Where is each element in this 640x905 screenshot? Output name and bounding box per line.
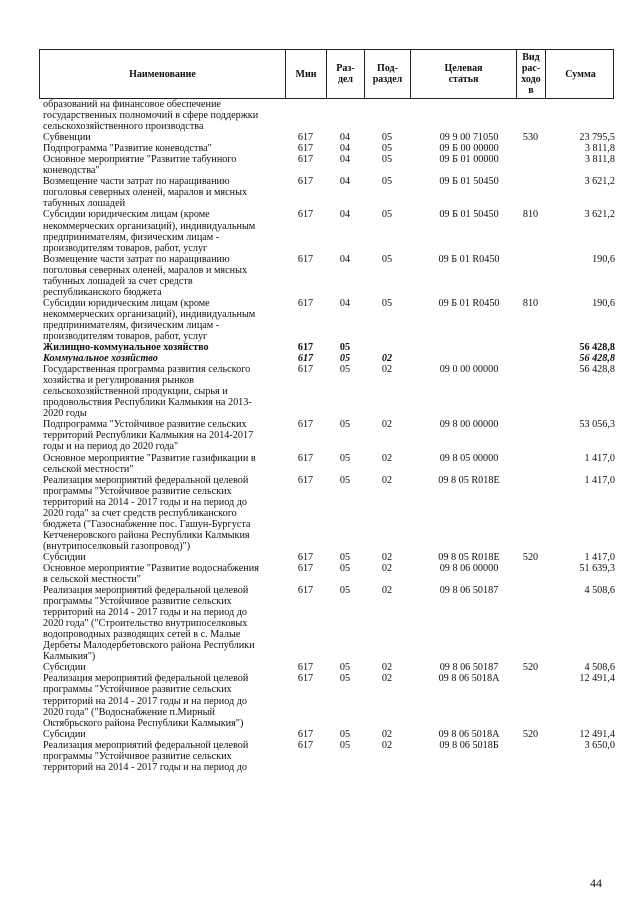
cell-summa: 3 811,8 (584, 143, 615, 155)
table-row (40, 563, 615, 585)
cell-razdel: 04 (339, 132, 351, 144)
cell-podrazdel: 05 (381, 209, 393, 221)
cell-summa (545, 99, 615, 132)
cell-razdel: 05 (339, 474, 351, 486)
cell-celevaya-statya: 09 8 05 00000 (439, 452, 499, 464)
cell-name: Субсидии юридическим лицам (кроме некоммерческих организаций), индивидуальным предпринимателям, физическим лицам - производителям товаров, работ, услуг (43, 297, 256, 342)
cell-summa: 51 639,3 (579, 562, 615, 574)
cell-summa: 1 417,0 (584, 452, 615, 464)
cell-name: Основное мероприятие "Развитие табунного коневодства" (43, 154, 237, 177)
table-row (40, 209, 615, 253)
header-summa: Сумма (545, 50, 615, 98)
cell-min: 617 (297, 739, 314, 751)
cell-celevaya-statya: 09 Б 01 00000 (439, 154, 499, 166)
cell-summa: 12 491,4 (579, 728, 615, 740)
cell-podrazdel: 02 (381, 562, 393, 574)
cell-min: 617 (297, 353, 314, 365)
cell-name: Коммунальное хозяйство (43, 353, 158, 365)
cell-min: 617 (297, 154, 314, 166)
cell-vid-rashodov: 520 (522, 728, 539, 740)
cell-podrazdel: 05 (381, 143, 393, 155)
cell-min: 617 (297, 673, 314, 685)
cell-min: 617 (297, 585, 314, 597)
cell-razdel: 04 (339, 176, 351, 188)
cell-min: 617 (297, 253, 314, 265)
table-row (40, 475, 615, 552)
table-header (39, 49, 614, 99)
cell-razdel: 05 (339, 342, 351, 354)
cell-celevaya-statya (410, 342, 516, 353)
cell-vid-rashodov: 810 (522, 209, 539, 221)
cell-vid-rashodov (516, 673, 545, 728)
cell-podrazdel: 05 (381, 132, 393, 144)
cell-podrazdel: 02 (381, 419, 393, 431)
cell-celevaya-statya: 09 8 06 50187 (439, 585, 499, 597)
cell-name: Жилищно-коммунальное хозяйство (43, 342, 209, 354)
cell-summa: 3 621,2 (584, 209, 615, 221)
cell-razdel: 04 (339, 297, 351, 309)
table-row (40, 364, 615, 419)
cell-name: Реализация мероприятий федеральной целевой программы "Устойчивое развитие сельских территорий на 2014 - 2017 годы и на период до (43, 739, 249, 773)
cell-celevaya-statya: 09 8 06 5018А (438, 673, 500, 685)
cell-vid-rashodov (516, 254, 545, 298)
cell-vid-rashodov (516, 176, 545, 209)
page-number: 44 (590, 876, 602, 890)
cell-razdel: 05 (339, 585, 351, 597)
cell-vid-rashodov (516, 419, 545, 452)
cell-podrazdel: 05 (381, 297, 393, 309)
cell-razdel: 05 (339, 353, 351, 365)
table-row (40, 176, 615, 209)
cell-name: Субсидии (43, 662, 86, 674)
header-celevaya-statya: Целевая статья (410, 50, 516, 98)
cell-min: 617 (297, 364, 314, 376)
cell-name: Реализация мероприятий федеральной целевой программы "Устойчивое развитие сельских территорий на 2014 - 2017 годы и на период до 2020 года" ("Водоснабжение п.Мирный Октябрьского района Республики Калмыкия") (43, 673, 249, 729)
cell-podrazdel: 02 (381, 739, 393, 751)
cell-celevaya-statya: 09 8 05 R018E (438, 551, 500, 563)
cell-min: 617 (297, 562, 314, 574)
cell-razdel: 05 (339, 452, 351, 464)
cell-name: Возмещение части затрат по наращиванию поголовья северных оленей, маралов и мясных табунных лошадей (43, 176, 248, 210)
cell-name: Субвенции (43, 132, 91, 144)
cell-name: Субсидии (43, 728, 86, 740)
cell-summa: 56 428,8 (579, 353, 615, 365)
cell-summa: 23 795,5 (579, 132, 615, 144)
table-row (40, 662, 615, 673)
header-vid-rashodov: Вид рас- ходо в (516, 50, 545, 98)
cell-name: Реализация мероприятий федеральной целевой программы "Устойчивое развитие сельских территорий на 2014 - 2017 годы и на период до 2020 года" за счет средств республиканского бюджета ("Газоснабжение пос. Гашун-Бургуста Кетченеровского района Республики Калмыкия (внутрипоселковый газопровод)") (43, 474, 251, 552)
cell-name: Основное мероприятие "Развитие водоснабжения в сельской местности" (43, 562, 259, 586)
header-razdel: Раз- дел (326, 50, 364, 98)
cell-celevaya-statya: 09 8 05 R018E (438, 474, 500, 486)
table-row (40, 673, 615, 728)
cell-podrazdel: 02 (381, 662, 393, 674)
cell-vid-rashodov (516, 453, 545, 475)
cell-summa: 3 811,8 (584, 154, 615, 166)
cell-celevaya-statya: 09 9 00 71050 (439, 132, 499, 144)
cell-vid-rashodov (516, 353, 545, 364)
cell-podrazdel: 05 (381, 253, 393, 265)
cell-razdel: 05 (339, 419, 351, 431)
cell-min: 617 (297, 143, 314, 155)
cell-min: 617 (297, 419, 314, 431)
cell-celevaya-statya: 09 Б 01 R0450 (438, 253, 500, 265)
table-row (40, 552, 615, 563)
table-row (40, 585, 615, 662)
cell-name: Основное мероприятие "Развитие газификации в сельской местности" (43, 452, 256, 475)
cell-summa: 12 491,4 (579, 673, 615, 685)
cell-celevaya-statya: 09 8 06 5018Б (439, 739, 499, 751)
cell-summa: 190,6 (592, 297, 615, 309)
cell-name: Субсидии юридическим лицам (кроме некоммерческих организаций), индивидуальным предпринимателям, физическим лицам - производителям товаров, работ, услуг (43, 209, 256, 254)
cell-min: 617 (297, 176, 314, 188)
cell-celevaya-statya (410, 99, 516, 132)
cell-name: образований на финансовое обеспечение государственных полномочий в сфере поддержки сельскохозяйственного производства (43, 99, 259, 133)
cell-podrazdel (364, 99, 410, 132)
cell-min: 617 (297, 474, 314, 486)
table-body (40, 99, 615, 773)
cell-vid-rashodov: 520 (522, 551, 539, 563)
cell-min: 617 (297, 342, 314, 354)
cell-razdel: 05 (339, 728, 351, 740)
table-row (40, 254, 615, 298)
cell-razdel: 04 (339, 209, 351, 221)
cell-razdel: 04 (339, 154, 351, 166)
table-row (40, 154, 615, 176)
cell-vid-rashodov (516, 143, 545, 154)
cell-min: 617 (297, 662, 314, 674)
header-podrazdel: Под- раздел (364, 50, 410, 98)
cell-summa: 3 621,2 (584, 176, 615, 188)
table-row (40, 298, 615, 342)
cell-vid-rashodov: 520 (522, 662, 539, 674)
cell-celevaya-statya: 09 Б 01 50450 (439, 209, 499, 221)
table-row (40, 729, 615, 740)
cell-celevaya-statya: 09 8 06 00000 (439, 562, 499, 574)
cell-razdel: 05 (339, 551, 351, 563)
cell-vid-rashodov (516, 99, 545, 132)
cell-razdel (326, 99, 364, 132)
cell-summa: 4 508,6 (584, 585, 615, 597)
cell-celevaya-statya: 09 Б 01 R0450 (438, 297, 500, 309)
cell-summa: 1 417,0 (584, 474, 615, 486)
cell-name: Возмещение части затрат по наращиванию поголовья северных оленей, маралов и мясных табунных лошадей за счет средств республиканского бюджета (43, 253, 248, 298)
table-row (40, 353, 615, 364)
cell-razdel: 04 (339, 253, 351, 265)
cell-razdel: 04 (339, 143, 351, 155)
table-row (40, 453, 615, 475)
cell-podrazdel: 02 (381, 353, 393, 365)
cell-celevaya-statya: 09 8 00 00000 (439, 419, 499, 431)
cell-summa: 4 508,6 (584, 662, 615, 674)
cell-podrazdel: 02 (381, 585, 393, 597)
cell-vid-rashodov (516, 364, 545, 419)
header-min: Мин (285, 50, 326, 98)
header-name: Наименование (129, 68, 196, 80)
table-row (40, 143, 615, 154)
cell-summa: 53 056,3 (579, 419, 615, 431)
cell-celevaya-statya (410, 353, 516, 364)
cell-razdel: 05 (339, 364, 351, 376)
cell-summa: 56 428,8 (579, 364, 615, 376)
cell-celevaya-statya: 09 Б 00 00000 (439, 143, 499, 155)
cell-summa: 3 650,0 (584, 739, 615, 751)
table-row (40, 99, 615, 132)
cell-min: 617 (297, 209, 314, 221)
cell-min: 617 (297, 297, 314, 309)
cell-podrazdel: 02 (381, 364, 393, 376)
cell-celevaya-statya: 09 0 00 00000 (439, 364, 499, 376)
cell-name: Подпрограмма "Развитие коневодства" (43, 143, 212, 155)
cell-name: Субсидии (43, 551, 86, 563)
cell-min: 617 (297, 132, 314, 144)
cell-podrazdel: 02 (381, 474, 393, 486)
cell-vid-rashodov (516, 154, 545, 176)
cell-razdel: 05 (339, 662, 351, 674)
cell-min (285, 99, 326, 132)
cell-podrazdel: 02 (381, 728, 393, 740)
cell-min: 617 (297, 551, 314, 563)
table-row (40, 419, 615, 452)
cell-vid-rashodov (516, 563, 545, 585)
cell-summa: 56 428,8 (579, 342, 615, 354)
cell-name: Подпрограмма "Устойчивое развитие сельских территорий Республики Калмыкия на 2014-2017 годы и на период до 2020 года" (43, 419, 254, 453)
cell-razdel: 05 (339, 562, 351, 574)
cell-celevaya-statya: 09 8 06 5018А (438, 728, 500, 740)
cell-podrazdel: 02 (381, 452, 393, 464)
cell-podrazdel: 05 (381, 176, 393, 188)
cell-vid-rashodov (516, 740, 545, 773)
cell-vid-rashodov (516, 585, 545, 662)
cell-podrazdel: 05 (381, 154, 393, 166)
table-row (40, 740, 615, 773)
cell-vid-rashodov (516, 342, 545, 353)
cell-razdel: 05 (339, 673, 351, 685)
table-row (40, 132, 615, 143)
cell-podrazdel: 02 (381, 673, 393, 685)
cell-celevaya-statya: 09 8 06 50187 (439, 662, 499, 674)
cell-name: Государственная программа развития сельского хозяйства и регулирования рынков сельскохозяйственной продукции, сырья и продовольствия Республики Калмыкия на 2013- 2020 годы (43, 364, 252, 420)
cell-razdel: 05 (339, 739, 351, 751)
cell-vid-rashodov: 810 (522, 297, 539, 309)
cell-vid-rashodov (516, 475, 545, 552)
cell-podrazdel (364, 342, 410, 353)
cell-summa: 190,6 (592, 253, 615, 265)
cell-min: 617 (297, 728, 314, 740)
cell-celevaya-statya: 09 Б 01 50450 (439, 176, 499, 188)
cell-min: 617 (297, 452, 314, 464)
cell-vid-rashodov: 530 (522, 132, 539, 144)
cell-summa: 1 417,0 (584, 551, 615, 563)
cell-podrazdel: 02 (381, 551, 393, 563)
cell-name: Реализация мероприятий федеральной целевой программы "Устойчивое развитие сельских территорий на 2014 - 2017 годы и на период до 2020 года" ("Строительство внутрипоселковых водопроводных разводящих сетей в с. Малые Дербеты Малодербетовского района Республики Калмыкия") (43, 585, 255, 663)
table-row (40, 342, 615, 353)
